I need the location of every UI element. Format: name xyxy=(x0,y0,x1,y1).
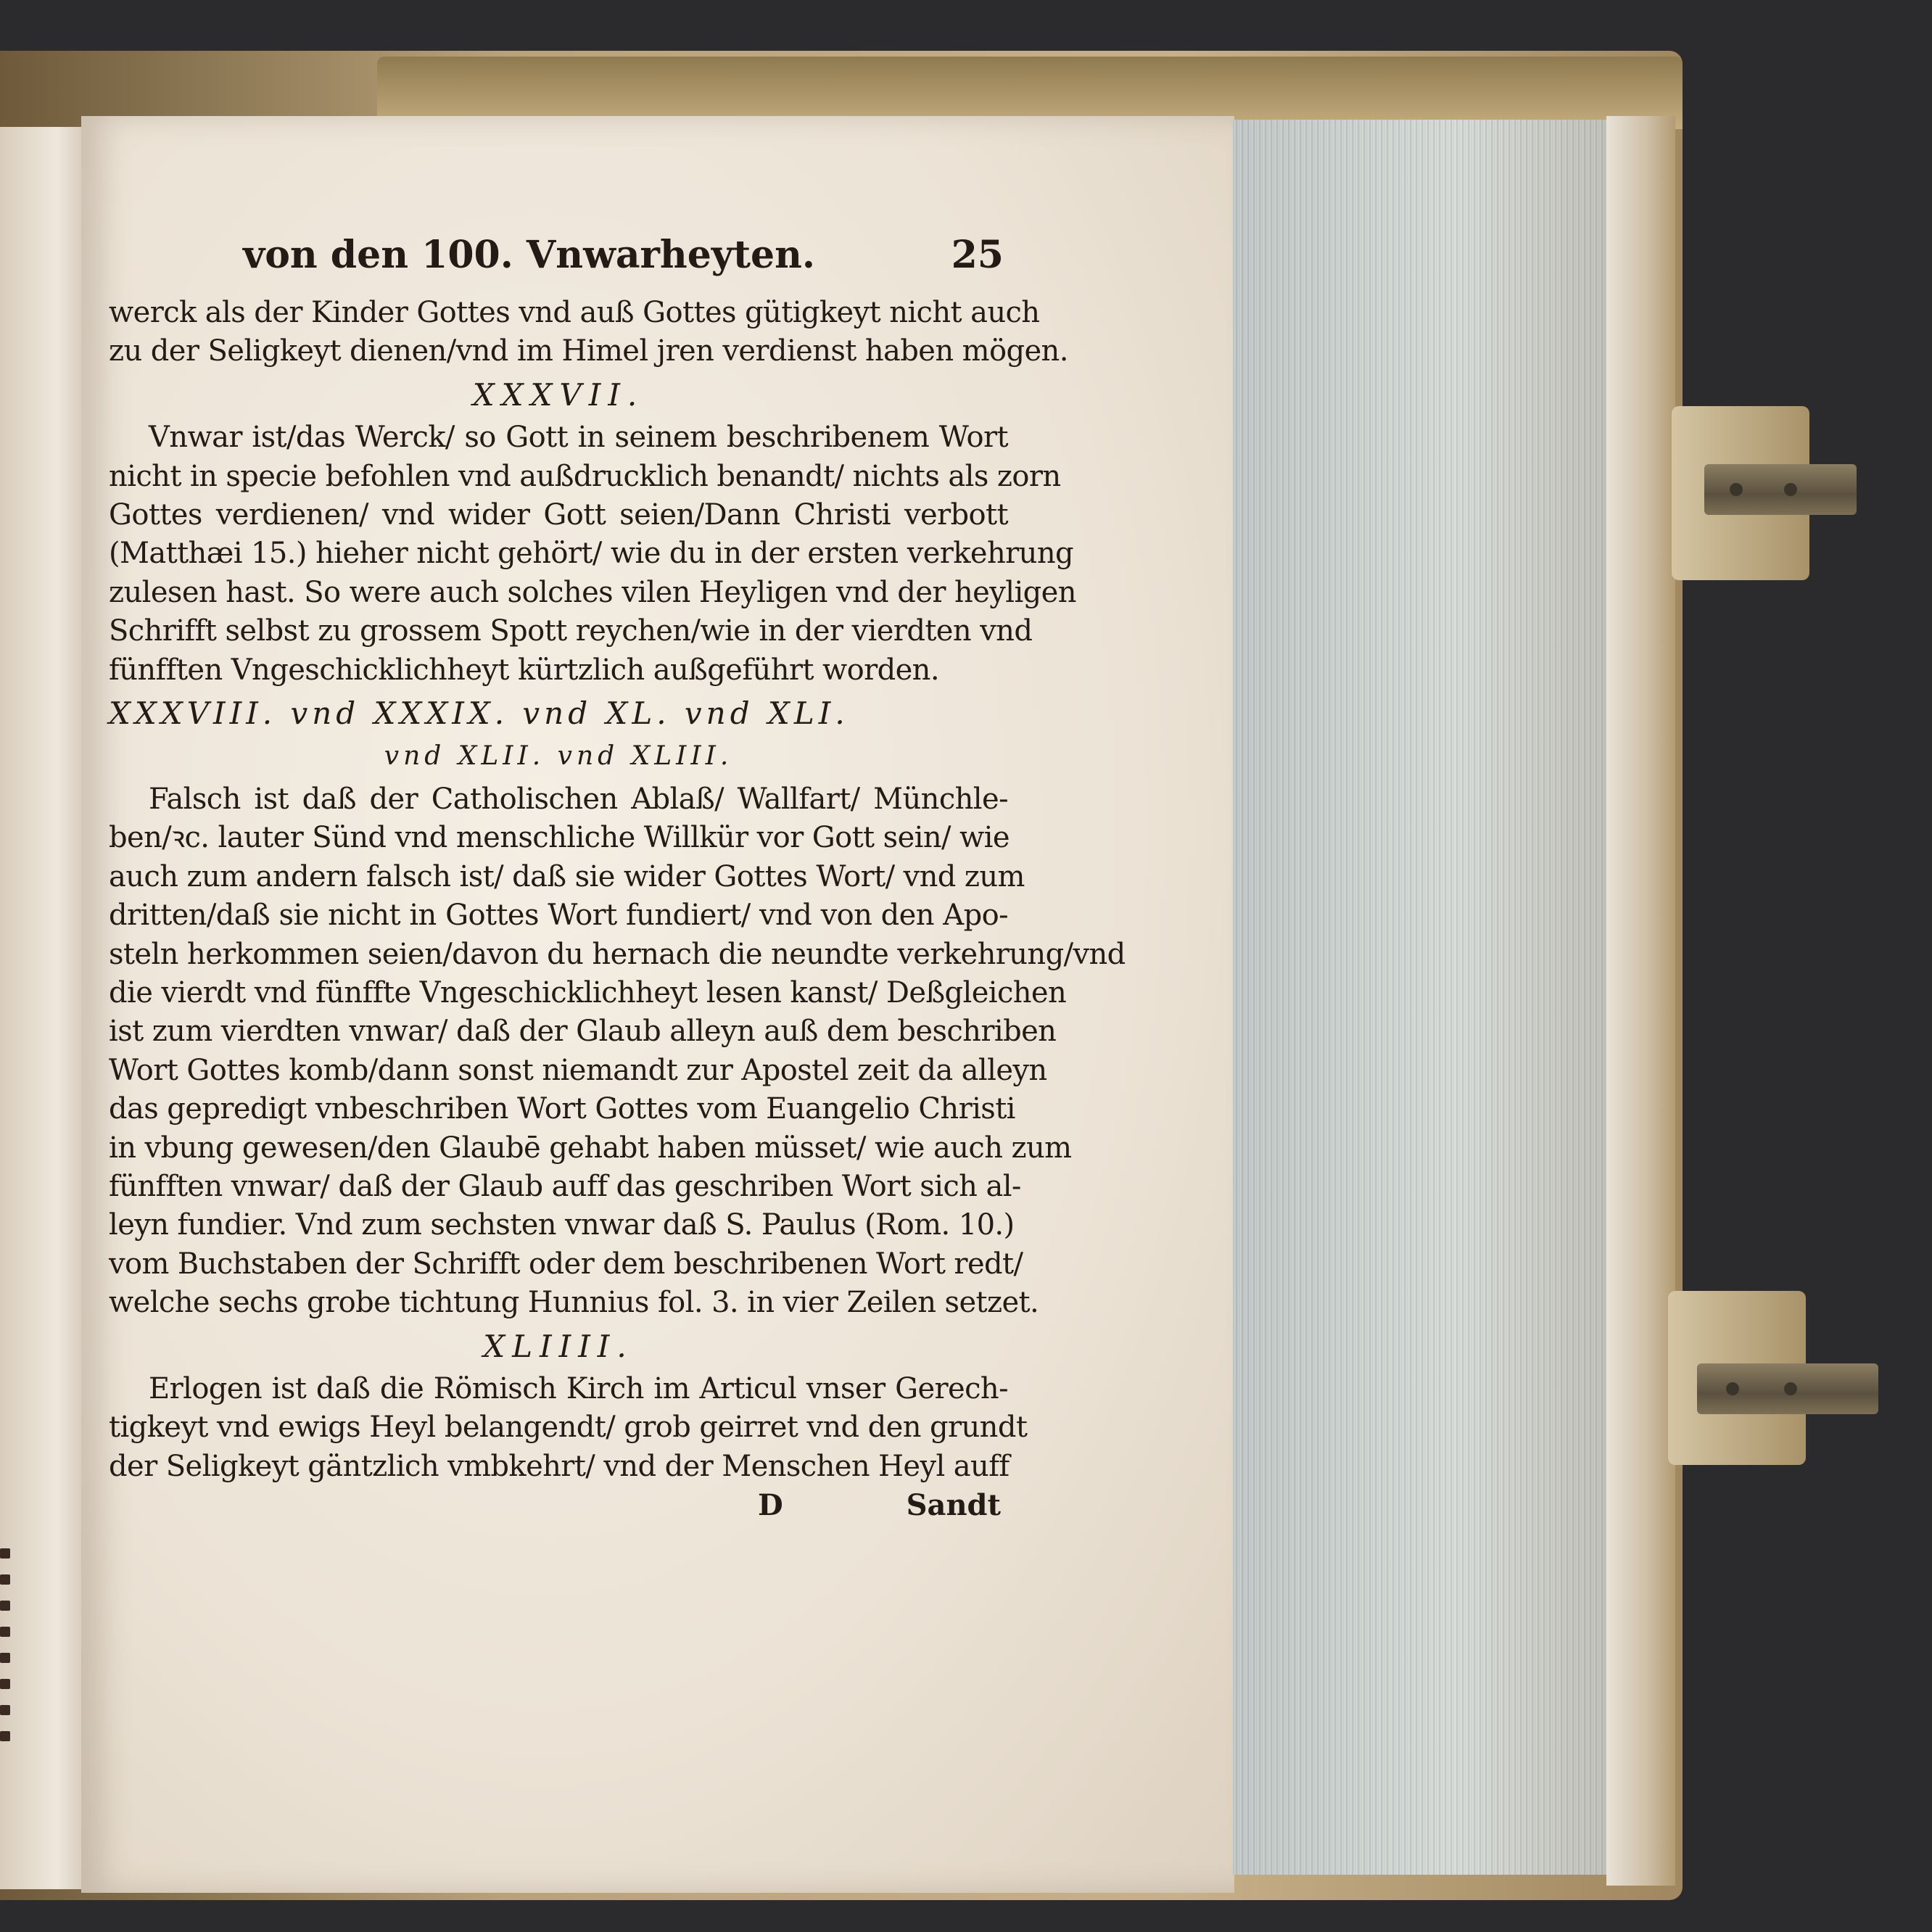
text-line: vom Buchstaben der Schrifft oder dem beschribenen Wort redt/ xyxy=(109,1247,1023,1281)
page-footer xyxy=(109,1486,1008,1524)
section-numeral: vnd XLII. vnd XLIII. xyxy=(384,741,733,772)
text-line: werck als der Kinder Gottes vnd auß Gottes gütigkeyt nicht auch xyxy=(109,296,1040,329)
rivet-icon xyxy=(1784,1382,1797,1395)
back-board-edge xyxy=(1606,116,1675,1886)
text-line: steln herkommen seien/davon du hernach die neundte verkehrung/vnd xyxy=(109,937,1126,971)
text-line: ben/ꝛc. lauter Sünd vnd menschliche Willkür vor Gott sein/ wie xyxy=(109,821,1010,855)
left-page-edge xyxy=(0,127,83,1889)
rivet-icon xyxy=(1784,483,1797,496)
upper-clasp-hinge xyxy=(1704,464,1857,515)
running-title: von den 100. Vnwarheyten. xyxy=(243,233,816,277)
signature-mark: D xyxy=(757,1488,783,1523)
text-line: das gepredigt vnbeschriben Wort Gottes vom Euangelio Christi xyxy=(109,1092,1015,1126)
text-line: Schrifft selbst zu grossem Spott reychen/wie in der vierdten vnd xyxy=(109,614,1033,648)
text-line: Falsch ist daß der Catholischen Ablaß/ Wallfart/ Münchle- xyxy=(149,782,1008,816)
section-numeral: XLIIII. xyxy=(483,1328,634,1364)
text-line: ist zum vierdten vnwar/ daß der Glaub alleyn auß dem beschriben xyxy=(109,1015,1057,1049)
running-header xyxy=(109,233,1008,294)
text-line: in vbung gewesen/den Glaubē gehabt haben müsset/ wie auch zum xyxy=(109,1131,1072,1165)
page-text-block xyxy=(109,233,1126,1525)
text-line: fünfften vnwar/ daß der Glaub auff das geschriben Wort sich al- xyxy=(109,1169,1021,1203)
text-line: welche sechs grobe tichtung Hunnius fol. 3. in vier Zeilen setzet. xyxy=(109,1286,1039,1320)
text-line: dritten/daß sie nicht in Gottes Wort fundiert/ vnd von den Apo- xyxy=(109,899,1008,933)
text-line: nicht in specie befohlen vnd außdrucklich benandt/ nichts als zorn xyxy=(109,459,1061,493)
text-line: die vierdt vnd fünffte Vngeschicklichheyt lesen kanst/ Deßgleichen xyxy=(109,975,1067,1010)
text-line: tigkeyt vnd ewigs Heyl belangendt/ grob geirret vnd den grundt xyxy=(109,1411,1028,1445)
catchword: Sandt xyxy=(906,1488,1001,1523)
section-numeral: XXXVIII. vnd XXXIX. vnd XL. vnd XLI. xyxy=(109,695,849,732)
text-line: zulesen hast. So were auch solches vilen Heyligen vnd der heyligen xyxy=(109,575,1076,609)
fore-edge-shading xyxy=(1233,120,1606,1875)
lower-clasp xyxy=(1668,1291,1806,1465)
upper-clasp xyxy=(1672,406,1809,580)
page-number: 25 xyxy=(951,233,1004,277)
text-line: Gottes verdienen/ vnd wider Gott seien/Dann Christi verbott xyxy=(109,498,1008,532)
text-line: Vnwar ist/das Werck/ so Gott in seinem beschribenem Wort xyxy=(149,421,1008,455)
lower-clasp-hinge xyxy=(1697,1363,1878,1414)
section-numeral: XXXVII. xyxy=(472,376,645,413)
text-line: Erlogen ist daß die Römisch Kirch im Articul vnser Gerech- xyxy=(149,1371,1008,1405)
text-line: (Matthæi 15.) hieher nicht gehört/ wie du in der ersten verkehrung xyxy=(109,537,1074,571)
text-line: der Seligkeyt gäntzlich vmbkehrt/ vnd der Menschen Heyl auff xyxy=(109,1449,1010,1483)
text-line: zu der Seligkeyt dienen/vnd im Himel jren verdienst haben mögen. xyxy=(109,334,1068,368)
rivet-icon xyxy=(1726,1382,1739,1395)
text-line: Wort Gottes komb/dann sonst niemandt zur Apostel zeit da alleyn xyxy=(109,1053,1047,1087)
text-line: fünfften Vngeschicklichheyt kürtzlich außgeführt worden. xyxy=(109,653,939,687)
text-line: leyn fundier. Vnd zum sechsten vnwar daß S. Paulus (Rom. 10.) xyxy=(109,1208,1015,1242)
left-page-text-fragment xyxy=(0,1548,13,1780)
text-line: auch zum andern falsch ist/ daß sie wider Gottes Wort/ vnd zum xyxy=(109,859,1025,893)
rivet-icon xyxy=(1730,483,1743,496)
